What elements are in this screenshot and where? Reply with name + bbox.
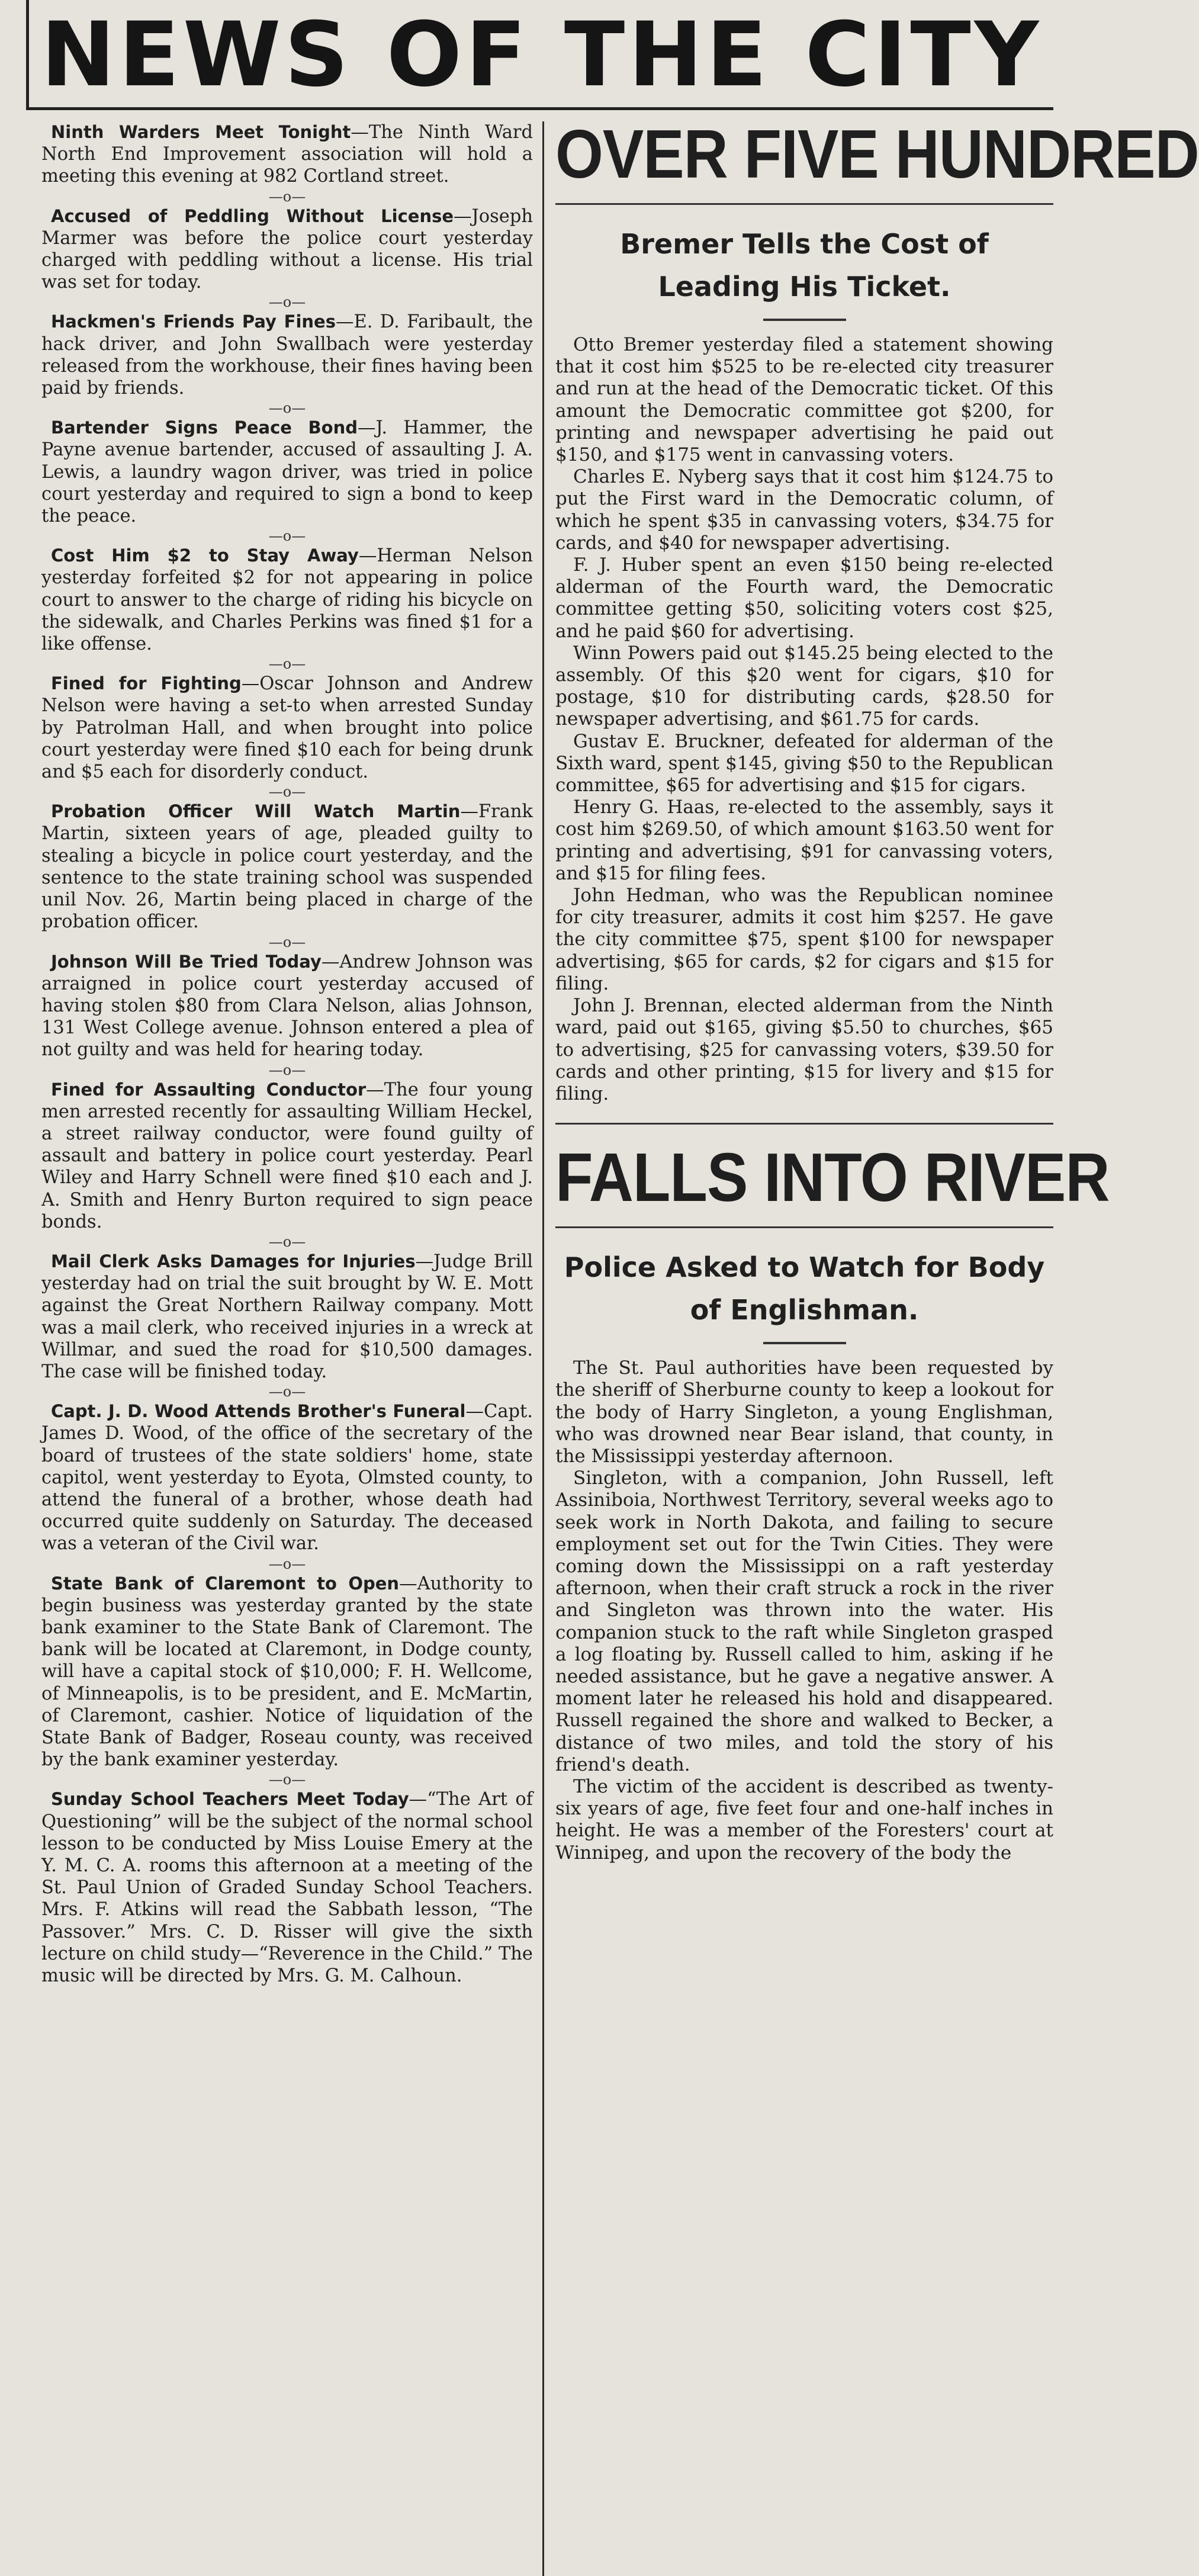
brief-dash: — xyxy=(465,1401,484,1422)
news-brief xyxy=(41,1401,533,1554)
brief-headline: Mail Clerk Asks Damages for Injuries xyxy=(51,1251,416,1271)
brief-dash: — xyxy=(366,1079,384,1100)
brief-headline: Accused of Peddling Without License xyxy=(51,205,454,226)
brief-dash: — xyxy=(335,311,354,333)
news-brief xyxy=(41,311,533,399)
brief-headline: Sunday School Teachers Meet Today xyxy=(51,1789,409,1810)
brief-body: The four young men arrested recently for assaulting William Heckel, a street railway conductor, were found guilty of assault and battery in police court yesterday. Pearl Wiley and Harry Schnell were fined $10 each and J. A. Smith and Henry Burton required to sign peace bonds. xyxy=(41,1079,533,1232)
brief-body: Judge Brill yesterday had on trial the suit brought by W. E. Mott against the Great Northern Railway company. Mott was a mail clerk, who received injuries in a wreck at Willmar, and sued the road for $10,500 damages. The case will be finished today. xyxy=(41,1251,533,1382)
left-column xyxy=(41,121,533,1987)
brief-headline: State Bank of Claremont to Open xyxy=(51,1573,400,1594)
brief-separator: —o— xyxy=(268,1555,306,1572)
brief-dash: — xyxy=(351,122,369,143)
news-brief xyxy=(41,1079,533,1233)
article2-headline: FALLS INTO RIVER xyxy=(555,1139,1110,1217)
brief-dash: — xyxy=(460,801,478,823)
article-paragraph: John J. Brennan, elected alderman from the Ninth ward, paid out $165, giving $5.50 to churches, $65 to advertising, $25 for canvassing voters, $39.50 for cards and other printing, $15 for livery and $15 for filing. xyxy=(555,995,1053,1104)
article-falls-into-river xyxy=(555,1139,1110,1864)
article-paragraph: F. J. Huber spent an even $150 being re-elected alderman of the Fourth ward, the Democratic committee getting $50, soliciting voters cost $25, and he paid $60 for advertising. xyxy=(555,554,1053,642)
brief-body: Oscar Johnson and Andrew Nelson were having a set-to when arrested Sunday by Patrolman Hall, and when brought into police court yesterday were fined $10 each for being drunk and $5 each for disorderly conduct. xyxy=(41,673,533,783)
brief-headline: Capt. J. D. Wood Attends Brother's Funeral xyxy=(51,1401,466,1422)
article-paragraph: Charles E. Nyberg says that it cost him $124.75 to put the First ward in the Democratic column, of which he spent $35 in canvassing voters, $34.75 for cards, and $40 for newspaper advertising. xyxy=(555,466,1053,554)
brief-dash: — xyxy=(415,1251,434,1272)
subhead-rule xyxy=(763,1342,846,1344)
brief-separator: —o— xyxy=(268,188,306,205)
brief-separator: —o— xyxy=(268,1061,306,1078)
brief-headline: Fined for Fighting xyxy=(51,673,242,694)
brief-dash: — xyxy=(241,673,260,695)
brief-separator: —o— xyxy=(268,294,306,311)
brief-body: Herman Nelson yesterday forfeited $2 for not appearing in police court to answer to the charge of riding his bicycle on the sidewalk, and Charles Perkins was fined $1 for a like offense. xyxy=(41,545,533,655)
article-over-five-hundred xyxy=(555,116,1199,1105)
brief-dash: — xyxy=(321,951,340,972)
article-paragraph: Henry G. Haas, re-elected to the assembly, says it cost him $269.50, of which amount $163.50 went for printing and advertising, $91 for canvassing voters, and $15 for filing fees. xyxy=(555,796,1053,884)
article-paragraph: Singleton, with a companion, John Russell, left Assiniboia, Northwest Territory, several weeks ago to seek work in North Dakota, and failing to secure employment set out for the Twin Cities. They were coming down the Mississippi on a raft yesterday afternoon, when their craft struck a rock in the river and Singleton was thrown into the water. His companion stuck to the raft while Singleton grasped a log floating by. Russell called to him, asking if he needed assistance, but he gave a negative answer. A moment later he released his hold and disappeared. Russell regained the shore and walked to Becker, a distance of two miles, and told the story of his friend's death. xyxy=(555,1467,1053,1775)
brief-headline: Ninth Warders Meet Tonight xyxy=(51,122,351,142)
brief-separator: —o— xyxy=(268,656,306,673)
headline-rule xyxy=(555,203,1053,205)
subhead-rule xyxy=(763,319,846,321)
news-brief xyxy=(41,673,533,783)
column-rule xyxy=(542,121,544,2576)
brief-body: “The Art of Questioning” will be the subject of the normal school lesson to be conducted by Miss Louise Emery at the Y. M. C. A. rooms this afternoon at a meeting of the St. Paul Union of Graded Sunday School Teachers. Mrs. F. Atkins will read the Sabbath lesson, “The Passover.” Mrs. C. D. Risser will give the sixth lecture on child study—“Reverence in the Child.” The music will be directed by Mrs. G. M. Calhoun. xyxy=(41,1789,533,1987)
right-column xyxy=(555,116,1199,1864)
brief-body: Joseph Marmer was before the police court yesterday charged with peddling without a license. His trial was set for today. xyxy=(41,205,533,293)
brief-body: J. Hammer, the Payne avenue bartender, accused of assaulting J. A. Lewis, a laundry wagon driver, was tried in police court yesterday and required to sign a bond to keep the peace. xyxy=(41,417,533,527)
article1-subhead: Bremer Tells the Cost of Leading His Ticket. xyxy=(620,228,989,303)
article1-body xyxy=(555,334,1053,1105)
news-brief xyxy=(41,1573,533,1771)
article-divider xyxy=(555,1123,1053,1125)
brief-headline: Cost Him $2 to Stay Away xyxy=(51,545,359,566)
brief-dash: — xyxy=(399,1573,417,1594)
brief-body: Authority to begin business was yesterday granted by the state bank examiner to the State Bank of Claremont. The bank will be located at Claremont, in Dodge county, will have a capital stock of $10,000; F. H. Wellcome, of Minneapolis, is to be president, and E. McMartin, of Claremont, cashier. Notice of liquidation of the State Bank of Badger, Roseau county, was received by the bank examiner yesterday. xyxy=(41,1573,533,1771)
brief-separator: —o— xyxy=(268,783,306,801)
masthead-title: NEWS OF THE CITY xyxy=(41,4,1043,107)
brief-body: Capt. James D. Wood, of the office of the secretary of the board of trustees of the state soldiers' home, state capitol, went yesterday to Eyota, Olmsted county, to attend the funeral of a brother, whose death had occurred quite suddenly on Saturday. The deceased was a veteran of the Civil war. xyxy=(41,1401,533,1554)
brief-dash: — xyxy=(409,1789,427,1810)
article-paragraph: Winn Powers paid out $145.25 being elected to the assembly. Of this $20 went for cigars, $10 for postage, $10 for distributing cards, $28.50 for newspaper advertising, and $61.75 for cards. xyxy=(555,642,1053,730)
news-brief xyxy=(41,417,533,527)
brief-separator: —o— xyxy=(268,400,306,417)
brief-headline: Fined for Assaulting Conductor xyxy=(51,1079,367,1100)
brief-separator: —o— xyxy=(268,1771,306,1788)
brief-dash: — xyxy=(454,205,472,227)
news-brief xyxy=(41,205,533,294)
news-brief xyxy=(41,801,533,933)
brief-headline: Probation Officer Will Watch Martin xyxy=(51,801,461,822)
brief-separator: —o— xyxy=(268,933,306,950)
article-paragraph: Gustav E. Bruckner, defeated for alderman of the Sixth ward, spent $145, giving $50 to the Republican committee, $65 for advertising and $15 for cigars. xyxy=(555,730,1053,796)
brief-dash: — xyxy=(358,545,377,567)
article1-headline: OVER FIVE HUNDRED xyxy=(555,116,1199,193)
article-paragraph: The victim of the accident is described as twenty-six years of age, five feet four and one-half inches in height. He was a member of the Foresters' court at Winnipeg, and upon the recovery of the body the xyxy=(555,1775,1053,1864)
brief-body: Frank Martin, sixteen years of age, pleaded guilty to stealing a bicycle in police court yesterday, and the sentence to the state training school was suspended unil Nov. 26, Martin being placed in charge of the probation officer. xyxy=(41,801,533,933)
news-brief xyxy=(41,1251,533,1383)
brief-headline: Johnson Will Be Tried Today xyxy=(51,951,322,972)
news-brief xyxy=(41,121,533,188)
brief-dash: — xyxy=(357,417,376,439)
brief-separator: —o— xyxy=(268,528,306,545)
article2-subhead: Police Asked to Watch for Body of Englishman. xyxy=(564,1251,1045,1326)
article-paragraph: Otto Bremer yesterday filed a statement showing that it cost him $525 to be re-elected city treasurer and run at the head of the Democratic ticket. Of this amount the Democratic committee got $200, for printing and newspaper advertising he paid out $150, and $175 went in canvassing voters. xyxy=(555,334,1053,466)
news-brief xyxy=(41,545,533,655)
brief-separator: —o— xyxy=(268,1233,306,1250)
brief-headline: Bartender Signs Peace Bond xyxy=(51,417,358,438)
news-brief xyxy=(41,951,533,1061)
masthead xyxy=(26,0,1053,110)
headline-rule xyxy=(555,1226,1053,1228)
brief-separator: —o— xyxy=(268,1383,306,1401)
article-paragraph: John Hedman, who was the Republican nominee for city treasurer, admits it cost him $257. He gave the city committee $75, spent $100 for newspaper advertising, $65 for cards, $2 for cigars and $15 for filing. xyxy=(555,885,1053,994)
brief-body: The Ninth Ward North End Improvement association will hold a meeting this evening at 982 Cortland street. xyxy=(41,122,533,187)
brief-body: E. D. Faribault, the hack driver, and John Swallbach were yesterday released from the workhouse, their fines having been paid by friends. xyxy=(41,311,533,399)
article-paragraph: The St. Paul authorities have been requested by the sheriff of Sherburne county to keep a lookout for the body of Harry Singleton, a young Englishman, who was drowned near Bear island, that county, in the Mississippi yesterday afternoon. xyxy=(555,1357,1053,1467)
brief-body: Andrew Johnson was arraigned in police court yesterday accused of having stolen $80 from Clara Nelson, alias Johnson, 131 West College avenue. Johnson entered a plea of not guilty and was held for hearing today. xyxy=(41,951,533,1061)
news-brief xyxy=(41,1788,533,1987)
brief-headline: Hackmen's Friends Pay Fines xyxy=(51,311,336,332)
article2-body xyxy=(555,1357,1053,1864)
